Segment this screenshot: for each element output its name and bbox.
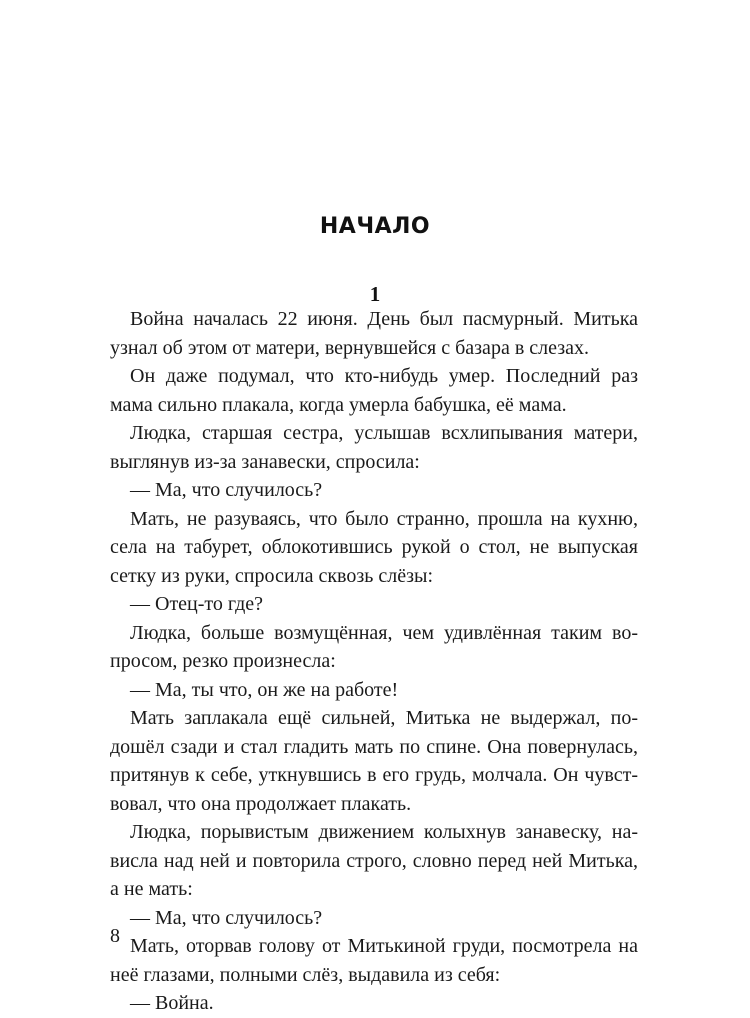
text-line: дошёл сзади и стал гладить мать по спине. Она повернулась, (110, 735, 638, 758)
dialogue-line: — Ма, что случилось? (130, 479, 323, 501)
text-line: висла над ней и повторила строго, словно перед ней Митька, (110, 849, 638, 872)
text-line: вовал, что она продолжает плакать. (110, 792, 412, 815)
section-number: 1 (369, 282, 381, 306)
dialogue-line: — Война. (130, 992, 214, 1014)
text-line: мама сильно плакала, когда умерла бабушка, её мама. (110, 393, 567, 416)
text-line: Он даже подумал, что кто-нибудь умер. Последний раз (130, 365, 638, 387)
text-line: Мать заплакала ещё сильней, Митька не выдержал, по- (130, 707, 638, 729)
dialogue-line: — Ма, что случилось? (130, 906, 323, 929)
text-line: села на табурет, облокотившись рукой о стол, не выпуская (110, 536, 638, 558)
page-number: 8 (110, 925, 120, 947)
dialogue-line: — Ма, ты что, он же на работе! (130, 678, 399, 701)
text-line: неё глазами, полными слёз, выдавила из себя: (110, 963, 501, 986)
text-line: сетку из руки, спросила сквозь слёзы: (110, 564, 433, 587)
text-line: а не мать: (110, 878, 193, 900)
text-line: притянув к себе, уткнувшись в его грудь, молчала. Он чувст- (110, 764, 638, 786)
text-line: просом, резко произнесла: (110, 650, 336, 672)
text-line: Людка, порывистым движением колыхнув занавеску, на- (130, 821, 638, 843)
chapter-title: НАЧАЛО (319, 214, 431, 239)
text-line: выглянув из-за занавески, спросила: (110, 450, 420, 473)
text-line: узнал об этом от матери, вернувшейся с базара в слезах. (110, 336, 590, 359)
body-text (110, 305, 638, 1018)
text-line: Мать, не разуваясь, что было странно, прошла на кухню, (130, 507, 638, 530)
text-line: Людка, больше возмущённая, чем удивлённая таким во- (130, 621, 638, 644)
dialogue-line: — Отец-то где? (130, 593, 264, 615)
text-line: Мать, оторвав голову от Митькиной груди, посмотрела на (130, 935, 638, 957)
text-line: Людка, старшая сестра, услышав всхлипывания матери, (130, 422, 638, 444)
text-line: Война началась 22 июня. День был пасмурный. Митька (130, 308, 638, 330)
